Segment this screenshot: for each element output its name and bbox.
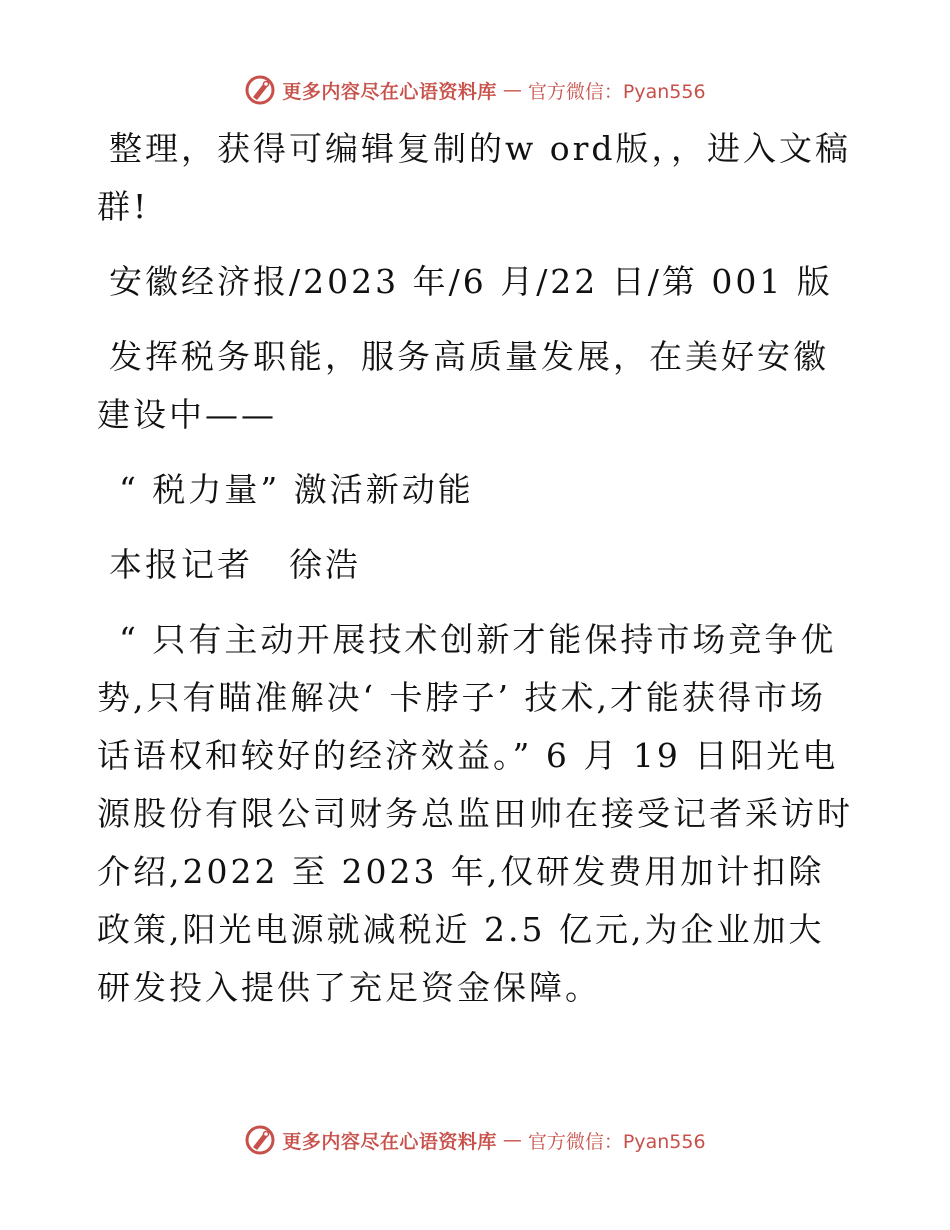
headline-main: “ 税力量” 激活新动能	[119, 470, 474, 509]
watermark-site-text: 更多内容尽在心语资料库	[282, 1130, 497, 1153]
footer-watermark	[0, 1120, 950, 1160]
intro-paragraph: 整理，获得可编辑复制的w ord版，，进入文稿群!	[97, 129, 852, 226]
watermark-site-text: 更多内容尽在心语资料库	[282, 80, 497, 103]
document-body	[97, 120, 857, 1034]
watermark-dash: —	[502, 1129, 522, 1151]
headline-lead: 发挥税务职能，服务高质量发展，在美好安徽建设中——	[97, 337, 829, 434]
byline: 本报记者 徐浩	[109, 545, 361, 584]
watermark-wechat-text: 官方微信：Pyan556	[527, 1130, 706, 1153]
source-line: 安徽经济报/2023 年/6 月/22 日/第 001 版	[109, 262, 833, 301]
watermark-logo-icon	[244, 1124, 276, 1156]
article-paragraph: “ 只有主动开展技术创新才能保持市场竞争优势,只有瞄准解决‘ 卡脖子’ 技术,才能获得市场话语权和较好的经济效益。” 6 月 19 日阳光电源股份有限公司财务总监田帅在接受记者采访时介绍,2022 至 2023 年,仅研发费用加计扣除政策,阳光电源就减税近 2.5 亿元,为企业加大研发投入提供了充足资金保障。	[97, 620, 853, 1007]
watermark-wechat-text: 官方微信：Pyan556	[527, 80, 706, 103]
header-watermark	[0, 70, 950, 110]
watermark-logo-icon	[244, 74, 276, 106]
watermark-dash: —	[502, 79, 522, 101]
watermark-group	[244, 1124, 705, 1156]
watermark-group	[244, 74, 705, 106]
